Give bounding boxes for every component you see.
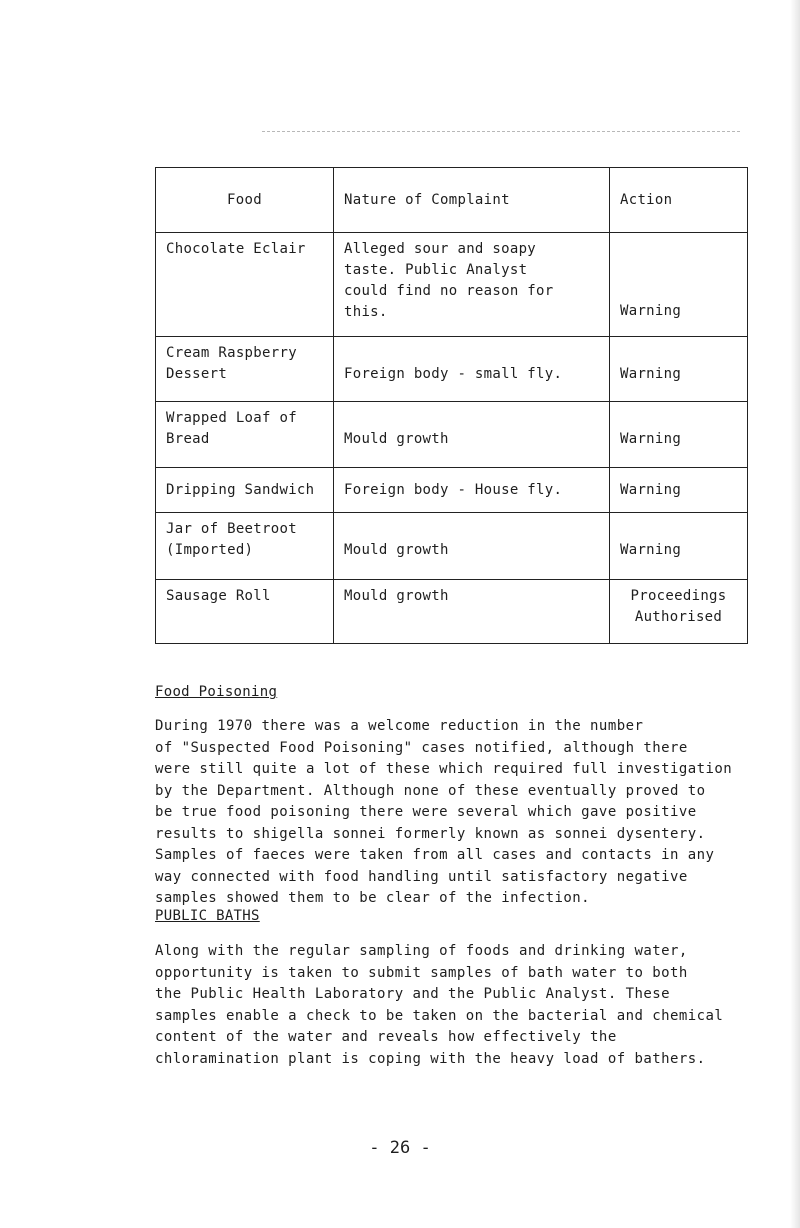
complaint-cell: Mould growth [334, 402, 610, 468]
action-cell: Warning [610, 468, 748, 513]
complaint-cell: Alleged sour and soapy taste. Public Analyst could find no reason for this. [334, 233, 610, 337]
action-cell: Warning [610, 337, 748, 402]
complaint-cell: Foreign body - House fly. [334, 468, 610, 513]
complaint-cell: Foreign body - small fly. [334, 337, 610, 402]
header-food: Food [156, 168, 334, 233]
action-cell: Warning [610, 513, 748, 580]
header-nature-of-complaint: Nature of Complaint [334, 168, 610, 233]
food-cell: Chocolate Eclair [156, 233, 334, 337]
page-number: - 26 - [369, 1138, 431, 1158]
complaint-cell: Mould growth [334, 580, 610, 644]
table-row [156, 233, 748, 337]
table-row [156, 337, 748, 402]
action-cell: Warning [610, 402, 748, 468]
food-cell: Cream Raspberry Dessert [156, 337, 334, 402]
public-baths-paragraph: Along with the regular sampling of foods and drinking water, opportunity is taken to submit samples of bath water to both the Public Health Laboratory and the Public Analyst. These samples enable a check to be taken on the bacterial and chemical content of the water and reveals how effectively the chloramination plant is coping with the heavy load of bathers. [155, 943, 724, 1067]
table-row [156, 580, 748, 644]
food-poisoning-paragraph: During 1970 there was a welcome reduction in the number of "Suspected Food Poisoning" cases notified, although there were still quite a lot of these which required full investigation by the Department. Although none of these eventually proved to be true food poisoning there were several which gave positive results to shigella sonnei formerly known as sonnei dysentery. Samples of faeces were taken from all cases and contacts in any way connected with food handling until satisfactory negative samples showed them to be clear of the infection. [155, 718, 733, 906]
public-baths-heading: PUBLIC BATHS [155, 908, 260, 924]
table-row [156, 513, 748, 580]
top-dashed-rule [262, 131, 740, 132]
food-cell: Wrapped Loaf of Bread [156, 402, 334, 468]
header-action: Action [610, 168, 748, 233]
action-cell: Proceedings Authorised [610, 580, 748, 644]
table-header-row [156, 168, 748, 233]
complaints-table [155, 167, 748, 644]
food-poisoning-heading: Food Poisoning [155, 684, 278, 700]
table-row [156, 468, 748, 513]
food-cell: Dripping Sandwich [156, 468, 334, 513]
food-cell: Jar of Beetroot (Imported) [156, 513, 334, 580]
action-cell: Warning [610, 233, 748, 337]
complaint-cell: Mould growth [334, 513, 610, 580]
table-row [156, 402, 748, 468]
food-cell: Sausage Roll [156, 580, 334, 644]
